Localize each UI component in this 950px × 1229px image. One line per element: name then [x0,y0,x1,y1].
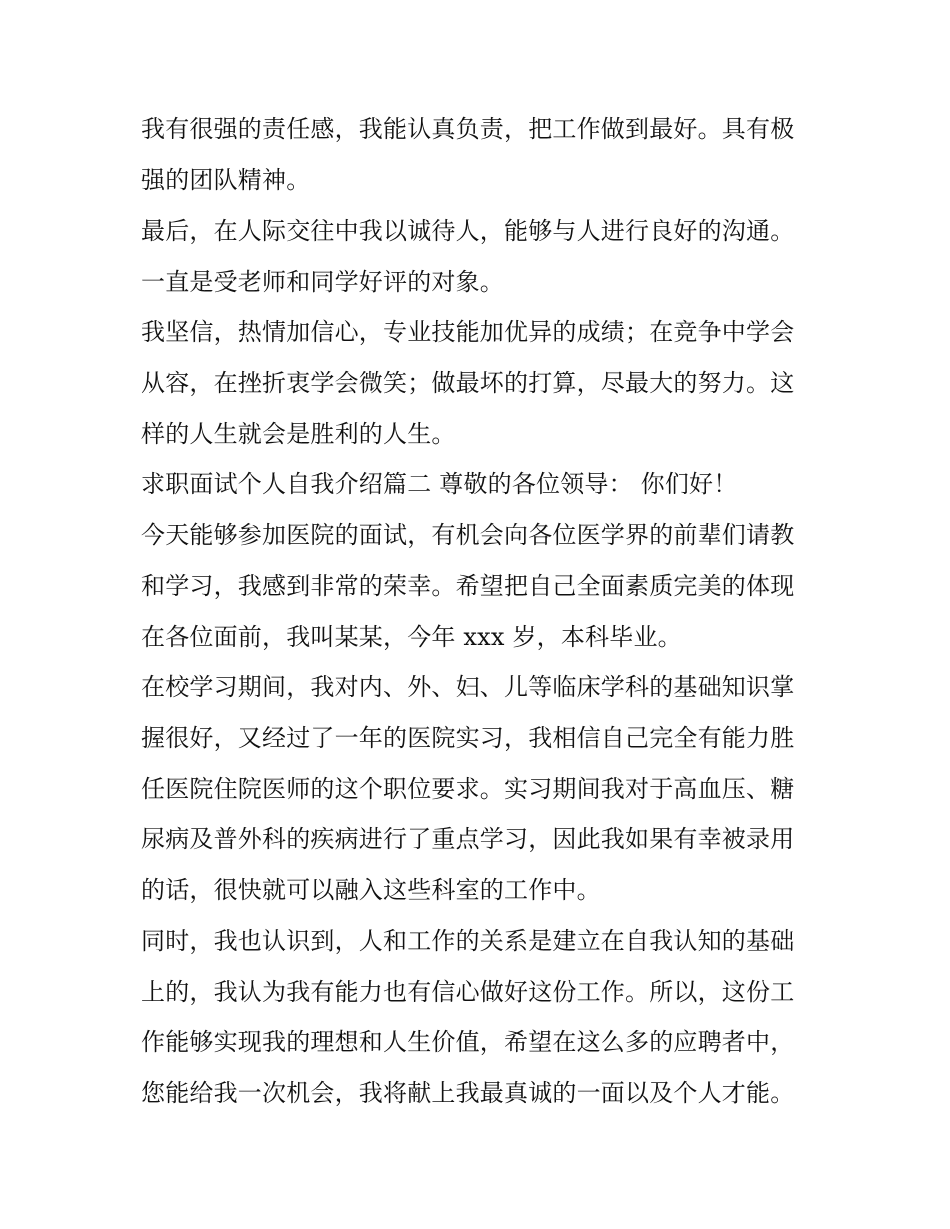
text-line: 从容，在挫折衷学会微笑；做最坏的打算，尽最大的努力。这 [141,369,795,397]
text-line: 求职面试个人自我介绍篇二 尊敬的各位领导： 你们好！ [141,470,738,498]
text-line: 在校学习期间，我对内、外、妇、儿等临床学科的基础知识掌 [141,673,795,701]
text-line: 的话，很快就可以融入这些科室的工作中。 [141,876,601,904]
text-line: 和学习，我感到非常的荣幸。希望把自己全面素质完美的体现 [141,572,795,600]
text-line: 在各位面前，我叫某某，今年 xxx 岁，本科毕业。 [141,623,682,651]
text-line: 作能够实现我的理想和人生价值，希望在这么多的应聘者中， [141,1028,795,1056]
text-line: 同时，我也认识到，人和工作的关系是建立在自我认知的基础 [141,927,795,955]
text-line: 我坚信，热情加信心，专业技能加优异的成绩；在竞争中学会 [141,318,795,346]
text-line: 样的人生就会是胜利的人生。 [141,420,456,448]
text-line: 强的团队精神。 [141,166,311,194]
text-line: 上的，我认为我有能力也有信心做好这份工作。所以，这份工 [141,978,795,1006]
text-line: 最后，在人际交往中我以诚待人，能够与人进行良好的沟通。 [141,217,795,245]
text-line: 任医院住院医师的这个职位要求。实习期间我对于高血压、糖 [141,775,795,803]
text-line: 您能给我一次机会，我将献上我最真诚的一面以及个人才能。 [141,1079,795,1107]
text-line: 一直是受老师和同学好评的对象。 [141,268,504,296]
text-line: 今天能够参加医院的面试，有机会向各位医学界的前辈们请教 [141,521,795,549]
text-line: 我有很强的责任感，我能认真负责，把工作做到最好。具有极 [141,115,795,143]
text-line: 尿病及普外科的疾病进行了重点学习，因此我如果有幸被录用 [141,825,795,853]
text-line: 握很好，又经过了一年的医院实习，我相信自己完全有能力胜 [141,724,795,752]
